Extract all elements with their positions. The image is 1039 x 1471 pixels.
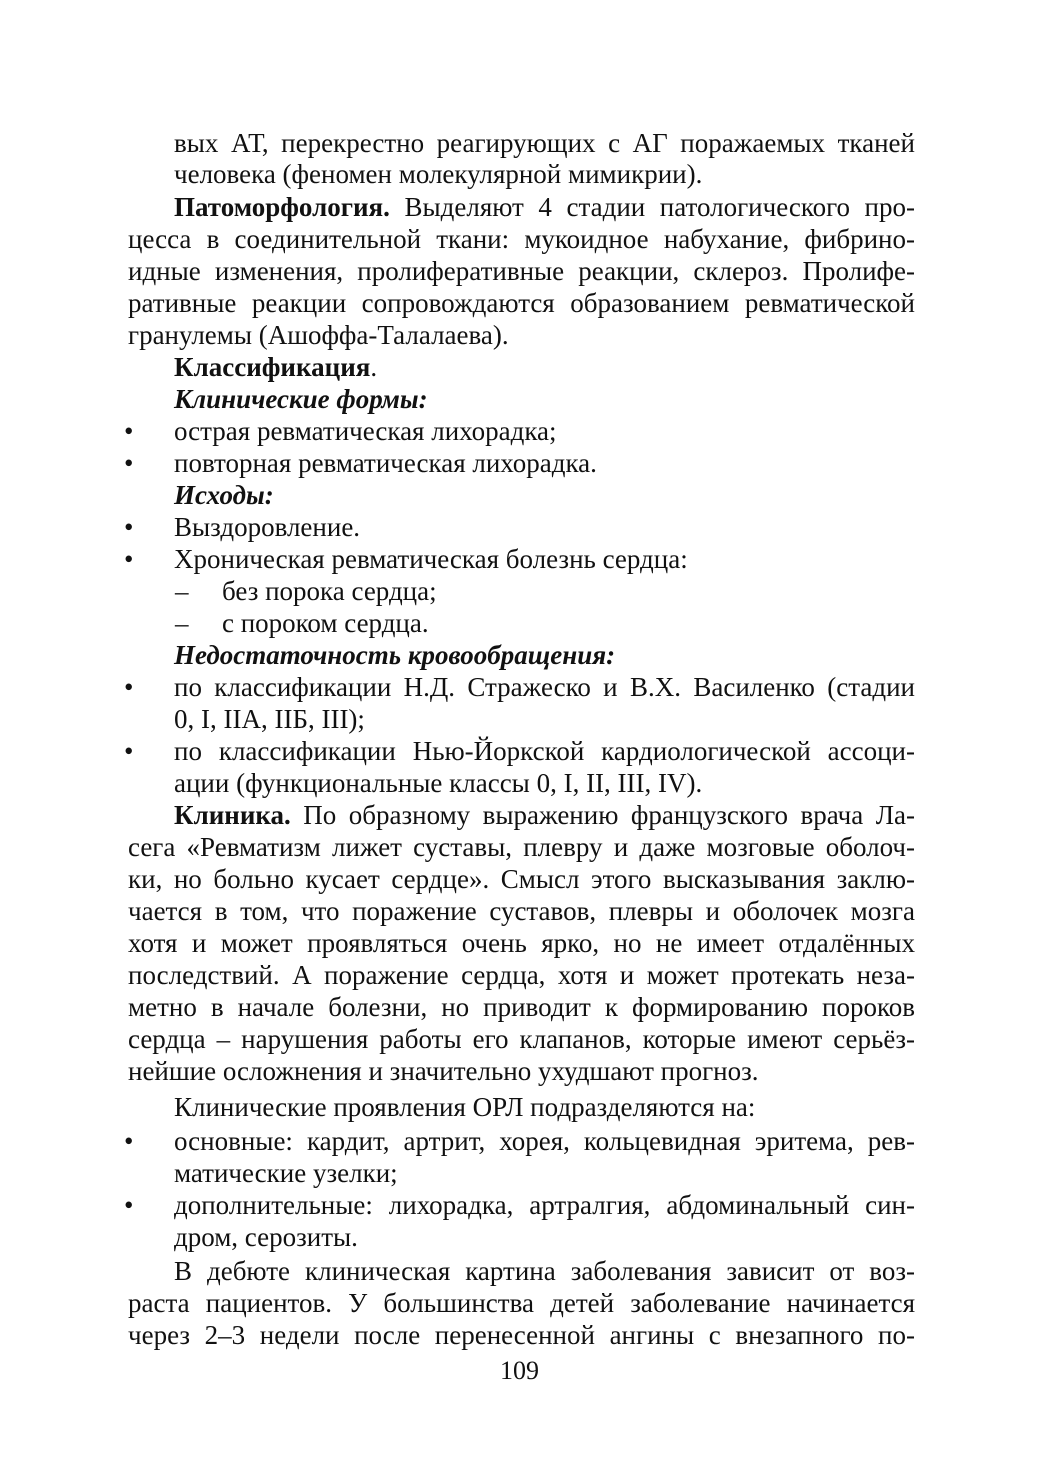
text-line: идные изменения, пролиферативные реакции, склероз. Пролифе- xyxy=(128,256,915,286)
section-heading: Классификация xyxy=(174,352,371,382)
text-line: через 2–3 недели после перенесенной ангины с внезапного по- xyxy=(128,1320,915,1350)
list-item: по классификации Нью-Йоркской кардиологической ассоци- xyxy=(174,736,915,766)
text-line: чается в том, что поражение суставов, плевры и оболочек мозга xyxy=(128,896,915,926)
text-line: раста пациентов. У большинства детей заболевание начинается xyxy=(128,1288,915,1318)
list-item: с пороком сердца. xyxy=(222,608,429,638)
list-item-continuation: матические узелки; xyxy=(174,1158,398,1188)
list-item: основные: кардит, артрит, хорея, кольцевидная эритема, рев- xyxy=(174,1126,915,1156)
text-line: последствий. А поражение сердца, хотя и может протекать неза- xyxy=(128,960,915,990)
text-line: вых АТ, перекрестно реагирующих с АГ поражаемых тканей xyxy=(174,128,915,158)
text-line: гранулемы (Ашоффа-Талалаева). xyxy=(128,320,509,350)
list-item: без порока сердца; xyxy=(222,576,437,606)
text-line: метно в начале болезни, но приводит к формированию пороков xyxy=(128,992,915,1022)
bullet-marker: • xyxy=(124,1126,134,1156)
bullet-marker: • xyxy=(124,512,134,542)
text-line: Классификация. xyxy=(174,352,378,382)
text-line: человека (феномен молекулярной мимикрии). xyxy=(174,159,703,189)
bullet-marker: • xyxy=(124,672,134,702)
text-line: хотя и может проявляться очень ярко, но не имеет отдалённых xyxy=(128,928,915,958)
subsection-heading: Исходы: xyxy=(174,480,274,510)
section-heading: Патоморфология. xyxy=(174,192,390,222)
list-item: Выздоровление. xyxy=(174,512,361,542)
list-item: дополнительные: лихорадка, артралгия, абдоминальный син- xyxy=(174,1190,915,1220)
text-line: В дебюте клиническая картина заболевания зависит от воз- xyxy=(174,1256,915,1286)
dash-marker: – xyxy=(175,576,189,606)
bullet-marker: • xyxy=(124,1190,134,1220)
list-item: Хроническая ревматическая болезнь сердца: xyxy=(174,544,688,574)
text-line: цесса в соединительной ткани: мукоидное набухание, фибрино- xyxy=(128,224,915,254)
bullet-marker: • xyxy=(124,544,134,574)
bullet-marker: • xyxy=(124,448,134,478)
text-line: ративные реакции сопровождаются образованием ревматической xyxy=(128,288,915,318)
bullet-marker: • xyxy=(124,736,134,766)
text-line: Клиника. По образному выражению французского врача Ла- xyxy=(174,800,915,830)
list-item: острая ревматическая лихорадка; xyxy=(174,416,557,446)
list-item-continuation: 0, I, IIА, IIБ, III); xyxy=(174,704,365,734)
subsection-heading: Клинические формы: xyxy=(174,384,428,414)
text-line: ки, но больно кусает сердце». Смысл этого высказывания заклю- xyxy=(128,864,915,894)
text-line: сега «Ревматизм лижет суставы, плевру и даже мозговые оболоч- xyxy=(128,832,915,862)
section-heading: Клиника. xyxy=(174,800,291,830)
list-item-continuation: дром, серозиты. xyxy=(174,1222,358,1252)
page-number: 109 xyxy=(500,1356,539,1385)
text-line: нейшие осложнения и значительно ухудшают прогноз. xyxy=(128,1056,759,1086)
bullet-marker: • xyxy=(124,416,134,446)
dash-marker: – xyxy=(175,608,189,638)
list-item: повторная ревматическая лихорадка. xyxy=(174,448,597,478)
list-item-continuation: ации (функциональные классы 0, I, II, III, IV). xyxy=(174,768,703,798)
subsection-heading: Недостаточность кровообращения: xyxy=(174,640,616,670)
text-line: Клинические проявления ОРЛ подразделяются на: xyxy=(174,1092,756,1122)
text-line: Патоморфология. Выделяют 4 стадии патологического про- xyxy=(174,192,915,222)
text-line: сердца – нарушения работы его клапанов, которые имеют серьёз- xyxy=(128,1024,915,1054)
list-item: по классификации Н.Д. Стражеско и В.Х. Василенко (стадии xyxy=(174,672,915,702)
